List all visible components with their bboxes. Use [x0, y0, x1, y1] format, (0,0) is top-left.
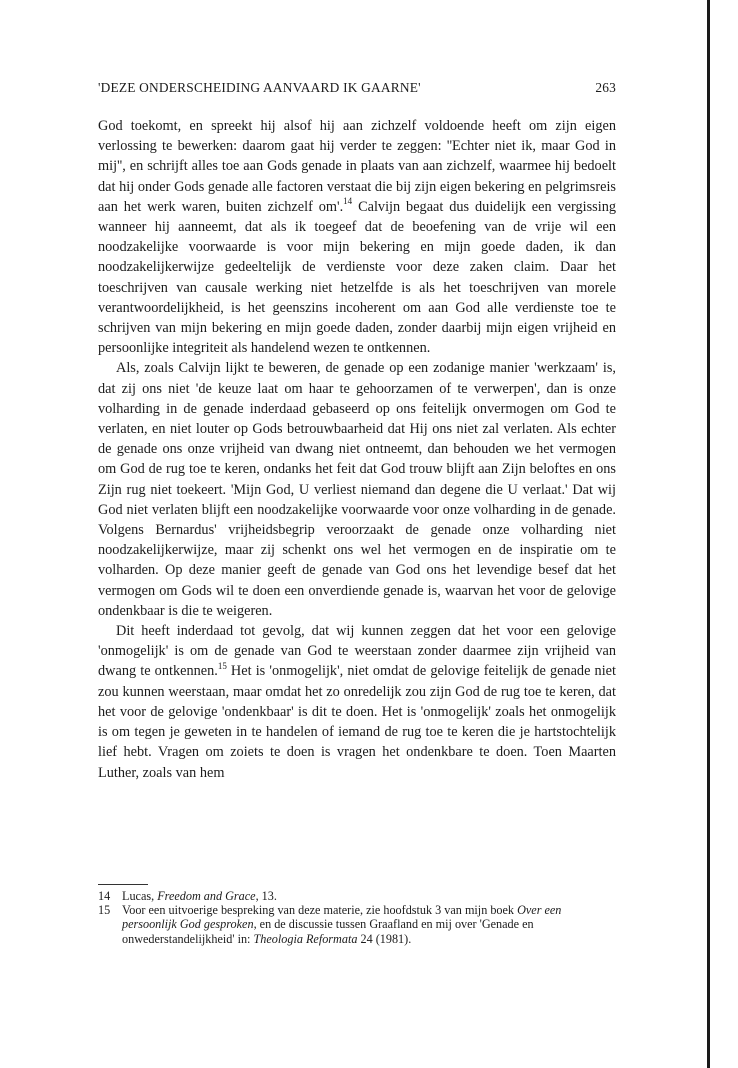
- paragraph-2: Als, zoals Calvijn lijkt te beweren, de genade op een zodanige manier 'werkzaam' is, dat zij ons niet 'de keuze laat om haar te gehoorzamen of te verwerpen', dan is onze volharding in de genade inderdaad gebaseerd op ons feitelijk onvermogen om God te verlaten, en niet louter op Gods betrouwbaarheid dat Hij ons niet zal verlaten. Als echter de genade ons onze vrijheid van dwang niet ontneemt, dan behouden we het vermogen om God de rug toe te keren, ondanks het feit dat God trouw blijft aan Zijn beloftes en ons Zijn rug niet toekeert. 'Mijn God, U verliest niemand dan degene die U verlaat.' Dat wij God niet verlaten blijft een noodzakelijke voorwaarde voor onze volharding in de genade. Volgens Bernardus' vrijheidsbegrip veroorzaakt de genade onze volharding niet noodzakelijkerwijze, maar zij schenkt ons wel het vermogen en de inspiratie om te volharden. Op deze manier geeft de genade van God ons het levendige besef dat het vermogen om Gods wil te doen een onverdiende genade is, waarvan het voor de gelovige ondenkbaar is die te weigeren.: [98, 360, 616, 619]
- footnote-number: 15: [98, 903, 111, 918]
- page-edge-line: [707, 0, 710, 1068]
- footnote-14: [98, 889, 616, 903]
- paragraph-1: [98, 116, 616, 358]
- paragraph-3: [98, 621, 616, 783]
- footnote-number: 14: [98, 889, 111, 903]
- book-title: Freedom and Grace: [157, 889, 256, 903]
- footnote-rule: [98, 884, 148, 885]
- footnote-15: [98, 903, 616, 946]
- journal-title: Theologia Reformata: [253, 931, 358, 946]
- page-number: 263: [595, 80, 616, 95]
- footnotes: [98, 889, 616, 946]
- paragraph-1-part-b: Calvijn begaat dus duidelijk een vergissing wanneer hij aanneemt, dat als ik toegeef dat de beoefening van de vrije wil een noodzakelijke voorwaarde is voor mijn bekering en mijn goede daden, ik dan noodzakelijkerwijze gedeeltelijk de verdienste voor deze zaken claim. Daar het toeschrijven van causale werking niet hetzelfde is als het toeschrijven van morele verantwoordelijkheid, is het geenszins incoherent om aan God alle verdienste toe te schrijven van mijn bekering en mijn goede daden, zonder daarbij mijn eigen vrijheid en persoonlijke integriteit als handelend wezen te ontkennen.: [98, 198, 616, 357]
- footnote-text: Lucas, Freedom and Grace, 13.: [122, 889, 277, 903]
- main-text: [98, 116, 616, 783]
- running-title: 'DEZE ONDERSCHEIDING AANVAARD IK GAARNE': [98, 80, 421, 95]
- running-header: [98, 80, 616, 96]
- paragraph-3-part-a: Dit heeft inderdaad tot gevolg, dat wij kunnen zeggen dat het voor een gelovige 'onmogelijk' is om de genade van God te weerstaan zonder daarmee zijn vrijheid van dwang te ontkennen.: [98, 623, 616, 680]
- paragraph-1-part-a: God toekomt, en spreekt hij alsof hij aan zichzelf voldoende heeft om zijn eigen verlossing te bewerken: daarom gaat hij verder te zeggen: ''Echter niet ik, maar God in mij'', en schrijft alles toe aan Gods genade in plaats van aan zichzelf, waarmee hij bedoelt dat hij onder Gods genade alle factoren verstaat die bij zijn eigen bekering en pelgrimsreis aan het werk waren, buiten zichzelf om'.: [98, 118, 616, 215]
- paragraph-3-part-b: Het is 'onmogelijk', niet omdat de gelovige feitelijk de genade niet zou kunnen weerstaan, maar omdat het zo onredelijk zou zijn God de rug toe te keren, dat het voor de gelovige 'ondenkbaar' is dit te doen. Het is 'onmogelijk' zoals het onmogelijk is om tegen je geweten in te handelen of iemand de rug toe te keren die je hartstochtelijk lief hebt. Vragen om zoiets te doen is vragen het ondenkbare te doen. Toen Maarten Luther, zoals van hem: [98, 663, 616, 781]
- book-title: Over een persoonlijk God gesproken: [122, 903, 562, 932]
- footnote-ref-14[interactable]: 14: [343, 196, 353, 207]
- footnote-ref-15[interactable]: 15: [217, 660, 227, 671]
- footnote-text: Voor een uitvoerige bespreking van deze materie, zie hoofdstuk 3 van mijn boek Over een persoonlijk God gesproken, en de discussie tussen Graafland en mij over 'Genade en onwederstandelijkheid' in: Theologia Reformata 24 (1981).: [122, 903, 562, 946]
